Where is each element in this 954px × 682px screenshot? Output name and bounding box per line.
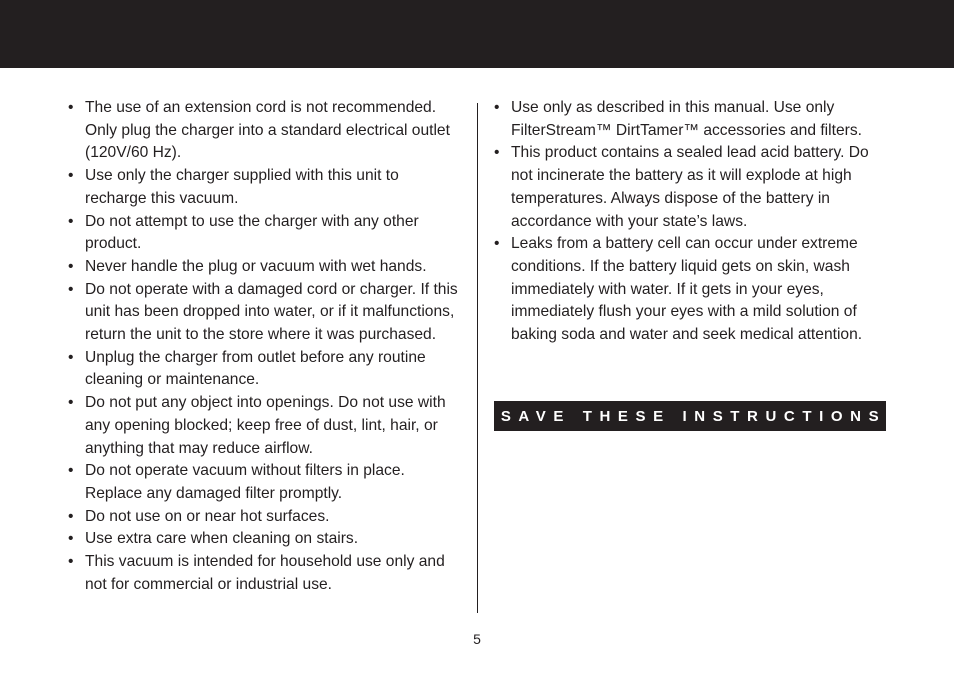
page-number: 5 xyxy=(473,631,481,647)
list-item: • The use of an extension cord is not recommended. Only plug the charger into a standard electrical outlet (120V/60 Hz). xyxy=(68,97,463,165)
header-bar xyxy=(0,0,954,68)
safety-list-left xyxy=(68,97,463,596)
list-item: • Do not attempt to use the charger with any other product. xyxy=(68,211,463,256)
list-item: • Use only the charger supplied with this unit to recharge this vacuum. xyxy=(68,165,463,210)
list-item: • This vacuum is intended for household use only and not for commercial or industrial use. xyxy=(68,551,463,596)
safety-list-right xyxy=(494,97,891,347)
list-item: • Do not operate with a damaged cord or charger. If this unit has been dropped into water, or if it malfunctions, return the unit to the store where it was purchased. xyxy=(68,279,463,347)
list-item: • Use only as described in this manual. Use only FilterStream™ DirtTamer™ accessories and filters. xyxy=(494,97,891,142)
list-item: • Do not put any object into openings. Do not use with any opening blocked; keep free of dust, lint, hair, or anything that may reduce airflow. xyxy=(68,392,463,460)
list-item: • Use extra care when cleaning on stairs. xyxy=(68,528,463,551)
list-item: • Unplug the charger from outlet before any routine cleaning or maintenance. xyxy=(68,347,463,392)
list-item: • This product contains a sealed lead acid battery. Do not incinerate the battery as it will explode at high temperatures. Always dispose of the battery in accordance with your state’s laws. xyxy=(494,142,891,233)
list-item: • Do not use on or near hot surfaces. xyxy=(68,506,463,529)
save-instructions-banner: SAVE THESE INSTRUCTIONS xyxy=(494,401,886,431)
list-item: • Leaks from a battery cell can occur under extreme conditions. If the battery liquid gets on skin, wash immediately with water. If it gets in your eyes, immediately flush your eyes with a mild solution of baking soda and water and seek medical attention. xyxy=(494,233,891,347)
column-divider xyxy=(477,103,478,613)
list-item: • Never handle the plug or vacuum with wet hands. xyxy=(68,256,463,279)
list-item: • Do not operate vacuum without filters in place. Replace any damaged filter promptly. xyxy=(68,460,463,505)
